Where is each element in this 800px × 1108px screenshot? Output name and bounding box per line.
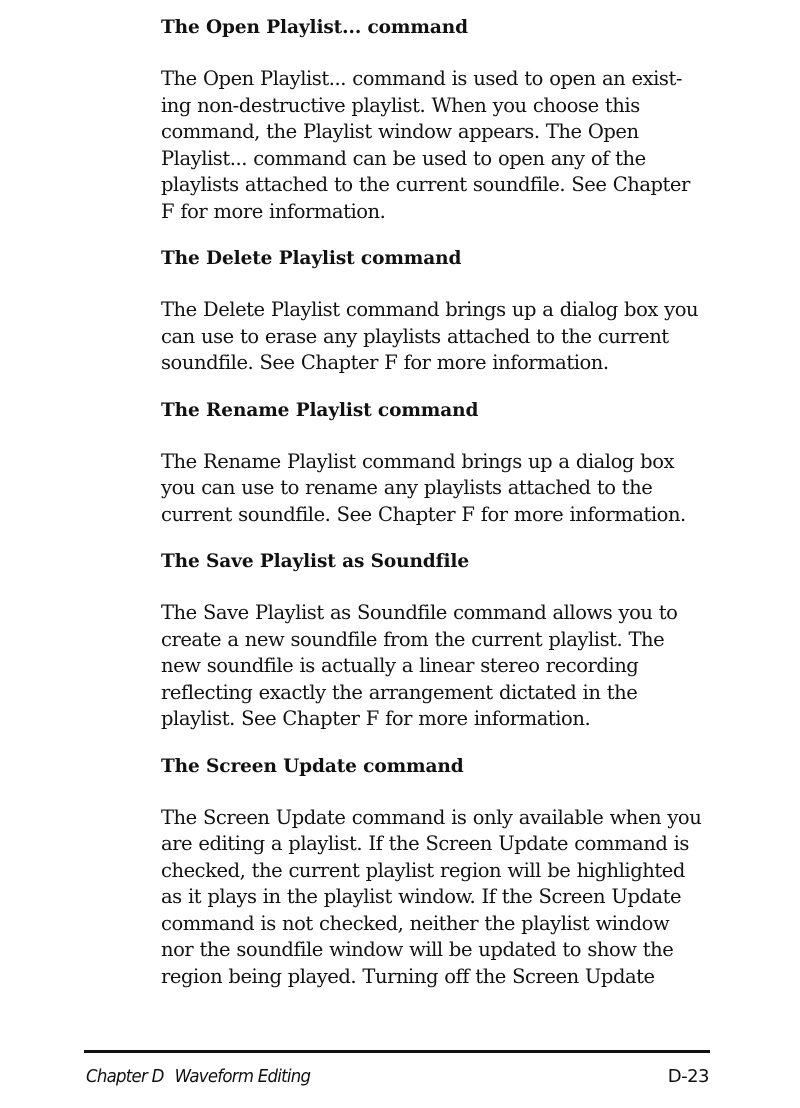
text-line: reflecting exactly the arrangement dictated in the xyxy=(161,680,638,704)
footer-chapter: Chapter D xyxy=(86,1066,164,1087)
section-heading: The Open Playlist... command xyxy=(161,17,468,38)
text-line: are editing a playlist. If the Screen Update command is xyxy=(161,832,689,855)
text-line: The Rename Playlist command brings up a dialog box xyxy=(161,449,675,473)
text-line: you can use to rename any playlists attached to the xyxy=(161,476,653,499)
text-line: playlists attached to the current soundfile. See Chapter xyxy=(161,173,690,196)
section-heading: The Screen Update command xyxy=(161,755,464,777)
section-save-playlist-as-soundfile xyxy=(161,548,721,733)
footer-title: Waveform Editing xyxy=(174,1066,311,1087)
text-line: region being played. Turning off the Screen Update xyxy=(161,964,655,988)
text-line: checked, the current playlist region will be highlighted xyxy=(161,858,685,882)
footer-chapter-title xyxy=(86,1066,310,1087)
page-body xyxy=(161,14,721,1010)
text-line: Playlist... command can be used to open any of the xyxy=(161,146,646,170)
section-heading: The Save Playlist as Soundfile xyxy=(161,551,470,572)
section-paragraph xyxy=(161,600,721,733)
section-rename-playlist xyxy=(161,397,721,529)
section-heading: The Delete Playlist command xyxy=(161,248,462,269)
text-line: current soundfile. See Chapter F for more information. xyxy=(161,502,686,526)
section-paragraph xyxy=(161,66,721,225)
text-line: ing non-destructive playlist. When you choose this xyxy=(161,93,640,117)
text-line: command, the Playlist window appears. The Open xyxy=(161,120,639,143)
section-paragraph xyxy=(161,297,721,377)
page-number: D-23 xyxy=(667,1066,709,1087)
text-line: nor the soundfile window will be updated to show the xyxy=(161,938,674,961)
section-screen-update xyxy=(161,753,721,991)
text-line: The Delete Playlist command brings up a dialog box you xyxy=(161,298,699,321)
text-line: playlist. See Chapter F for more information. xyxy=(161,707,591,730)
section-delete-playlist xyxy=(161,245,721,377)
text-line: The Screen Update command is only available when you xyxy=(161,805,702,829)
section-open-playlist xyxy=(161,14,721,225)
text-line: new soundfile is actually a linear stereo recording xyxy=(161,654,639,677)
text-line: command is not checked, neither the playlist window xyxy=(161,911,670,935)
section-paragraph xyxy=(161,449,721,529)
text-line: create a new soundfile from the current playlist. The xyxy=(161,627,665,651)
footer-divider xyxy=(84,1050,710,1053)
text-line: The Save Playlist as Soundfile command allows you to xyxy=(161,601,678,624)
text-line: The Open Playlist... command is used to open an exist- xyxy=(161,67,683,90)
text-line: as it plays in the playlist window. If the Screen Update xyxy=(161,885,682,908)
text-line: F for more information. xyxy=(161,199,386,223)
section-paragraph xyxy=(161,805,721,991)
text-line: can use to erase any playlists attached to the current xyxy=(161,324,669,348)
text-line: soundfile. See Chapter F for more information. xyxy=(161,351,609,374)
section-heading: The Rename Playlist command xyxy=(161,399,479,421)
